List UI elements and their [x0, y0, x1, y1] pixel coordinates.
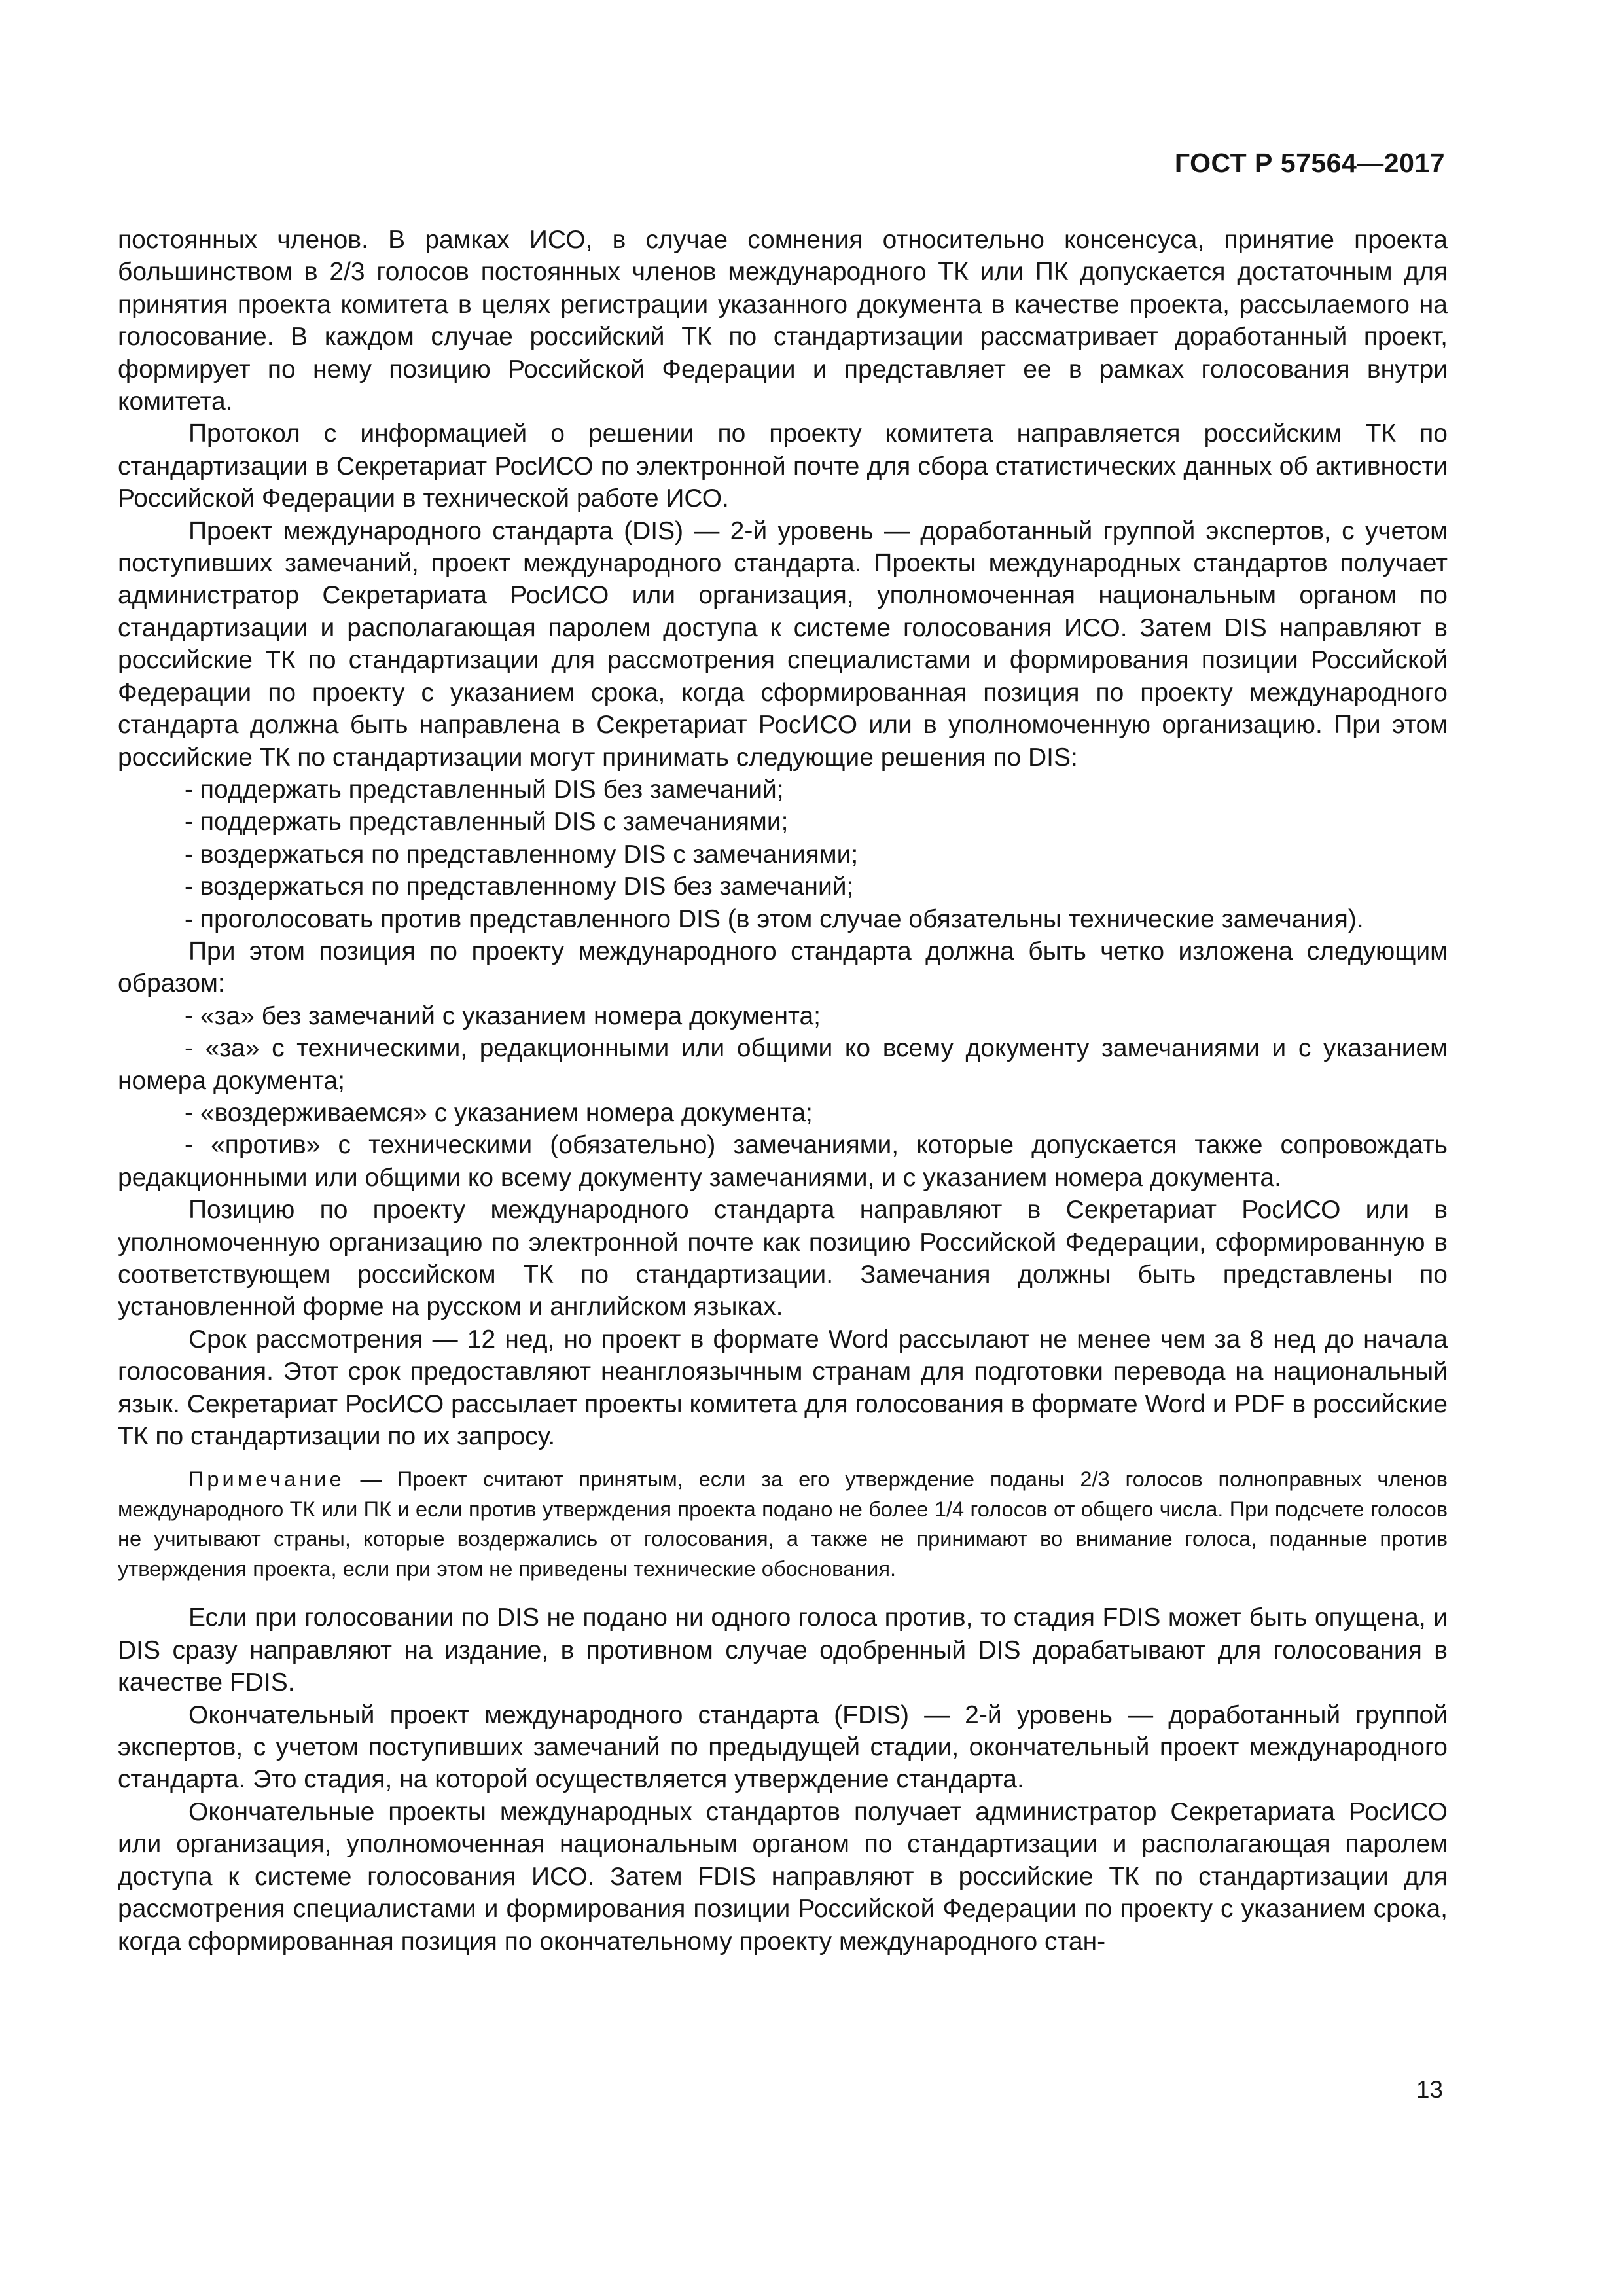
paragraph-protocol: Протокол с информацией о решении по проекту комитета направляется российским ТК по стандартизации в Секретариат РосИСО по электронной почте для сбора статистических данных об активности Российской Федерации в технической работе ИСО. — [118, 420, 1448, 513]
body-text — [118, 224, 1448, 1958]
list-item-position: - «воздерживаемся» с указанием номера документа; — [185, 1098, 813, 1127]
note-text: — Проект считают принятым, если за его утверждение поданы 2/3 голосов полноправных членов международного ТК или ПК и если против утверждения проекта подано не более 1/4 голосов от общего числа. При подсчете голосов не учитывают страны, которые воздержались от голосования, а также не принимают во внимание голоса, поданные против утверждения проекта, если при этом не приведены технические обоснования. — [118, 1467, 1448, 1581]
paragraph-fdis-definition: Окончательный проект международного стандарта (FDIS) — 2-й уровень — доработанный группой экспертов, с учетом поступивших замечаний по предыдущей стадии, окончательный проект международного стандарта. Это стадия, на которой осуществляется утверждение стандарта. — [118, 1700, 1448, 1794]
list-item-position: - «против» с техническими (обязательно) замечаниями, которые допускается также сопровождать редакционными или общими ко всему документу замечаниями, и с указанием номера документа. — [118, 1131, 1448, 1192]
list-item-dis-decision: - проголосовать против представленного DIS (в этом случае обязательны технические замечания). — [185, 905, 1364, 933]
list-item-dis-decision: - воздержаться по представленному DIS с замечаниями; — [185, 840, 859, 869]
paragraph-fdis-skip: Если при голосовании по DIS не подано ни одного голоса против, то стадия FDIS может быть опущена, и DIS сразу направляют на издание, в противном случае одобренный DIS дорабатывают для голосования в качестве FDIS. — [118, 1604, 1448, 1697]
standard-code-header: ГОСТ Р 57564—2017 — [1174, 148, 1445, 178]
paragraph-position-format: При этом позиция по проекту международного стандарта должна быть четко изложена следующим образом: — [118, 937, 1448, 998]
paragraph-review-period: Срок рассмотрения — 12 нед, но проект в формате Word рассылают не менее чем за 8 нед до начала голосования. Этот срок предоставляют неанглоязычным странам для подготовки перевода на национальный язык. Секретариат РосИСО рассылает проекты комитета для голосования в формате Word и PDF в российские ТК по стандартизации по их запросу. — [118, 1325, 1448, 1451]
page-number: 13 — [1416, 2076, 1443, 2103]
list-item-dis-decision: - поддержать представленный DIS с замечаниями; — [185, 808, 789, 836]
paragraph-continuation: постоянных членов. В рамках ИСО, в случае сомнения относительно консенсуса, принятие проекта большинством в 2/3 голосов постоянных членов международного ТК или ПК допускается достаточным для принятия проекта комитета в целях регистрации указанного документа в качестве проекта, рассылаемого на голосование. В каждом случае российский ТК по стандартизации рассматривает доработанный проект, формирует по нему позицию Российской Федерации и представляет ее в рамках голосования внутри комитета. — [118, 226, 1448, 416]
paragraph-fdis-procedure: Окончательные проекты международных стандартов получает администратор Секретариата РосИСО или организация, уполномоченная национальным органом по стандартизации и располагающая паролем доступа к системе голосования ИСО. Затем FDIS направляют в российские ТК по стандартизации для рассмотрения специалистами и формирования позиции Российской Федерации по проекту с указанием срока, когда сформированная позиция по окончательному проекту международного стан- — [118, 1797, 1448, 1956]
paragraph-submission: Позицию по проекту международного стандарта направляют в Секретариат РосИСО или в уполномоченную организацию по электронной почте как позицию Российской Федерации, сформированную в соответствующем российском ТК по стандартизации. Замечания должны быть представлены по установленной форме на русском и английском языках. — [118, 1196, 1448, 1321]
paragraph-dis-definition: Проект международного стандарта (DIS) — 2-й уровень — доработанный группой экспертов, с учетом поступивших замечаний, проект международного стандарта. Проекты международных стандартов получает администратор Секретариата РосИСО или организация, уполномоченная национальным органом по стандартизации и располагающая паролем доступа к системе голосования ИСО. Затем DIS направляют в российские ТК по стандартизации для рассмотрения специалистами и формирования позиции Российской Федерации по проекту с указанием срока, когда сформированная позиция по проекту международного стандарта должна быть направлена в Секретариат РосИСО или в уполномоченную организацию. При этом российские ТК по стандартизации могут принимать следующие решения по DIS: — [118, 516, 1448, 772]
note-label: Примечание — [188, 1467, 345, 1492]
note-block — [118, 1464, 1448, 1583]
list-item-position: - «за» без замечаний с указанием номера документа; — [185, 1001, 821, 1030]
list-item-dis-decision: - воздержаться по представленному DIS без замечаний; — [185, 872, 854, 901]
list-item-dis-decision: - поддержать представленный DIS без замечаний; — [185, 775, 784, 804]
list-item-position: - «за» с техническими, редакционными или общими ко всему документу замечаниями и с указанием номера документа; — [118, 1034, 1448, 1095]
